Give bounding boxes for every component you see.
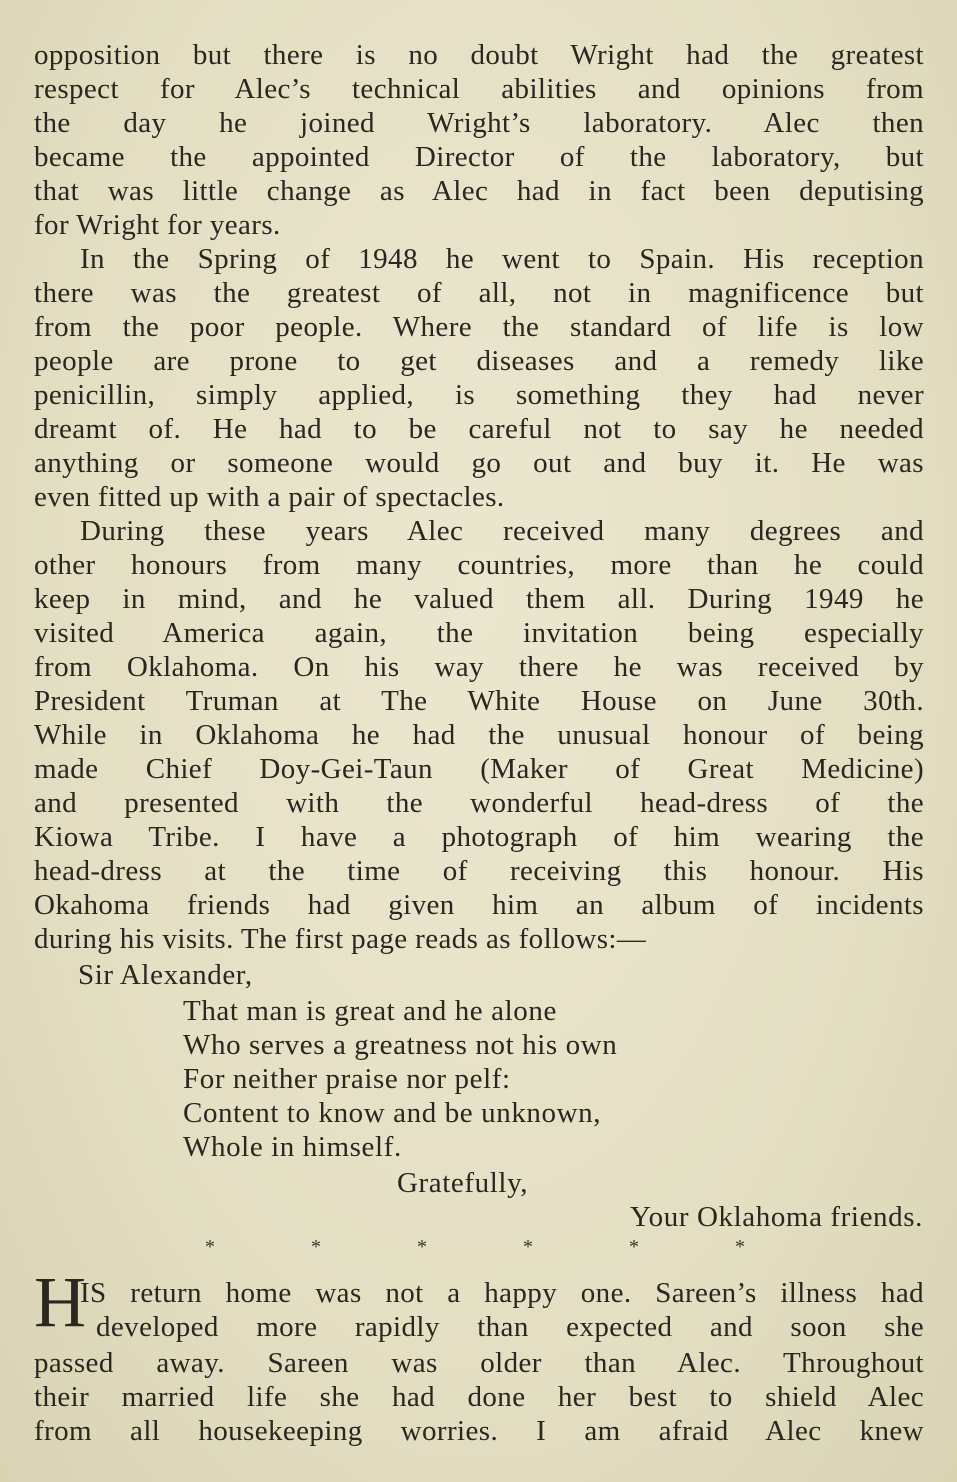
asterisk-ornament: * (205, 1236, 215, 1258)
text-line: and presented with the wonderful head-dress of the (34, 787, 924, 819)
text-line: Kiowa Tribe. I have a photograph of him wearing the (34, 821, 924, 853)
text-line: the day he joined Wright’s laboratory. Alec then (34, 107, 924, 139)
text-line: IS return home was not a happy one. Sareen’s illness had (80, 1277, 924, 1309)
text-line: President Truman at The White House on June 30th. (34, 685, 924, 717)
text-line: While in Oklahoma he had the unusual honour of being (34, 719, 924, 751)
text-line: dreamt of. He had to be careful not to say he needed (34, 413, 924, 445)
text-line: During these years Alec received many degrees and (80, 515, 924, 547)
text-line: other honours from many countries, more than he could (34, 549, 924, 581)
verse-line: Whole in himself. (183, 1131, 402, 1163)
text-line: In the Spring of 1948 he went to Spain. His reception (80, 243, 924, 275)
text-line: people are prone to get diseases and a remedy like (34, 345, 924, 377)
text-line: their married life she had done her best to shield Alec (34, 1381, 924, 1413)
asterisk-ornament: * (417, 1236, 427, 1258)
text-line: passed away. Sareen was older than Alec. Throughout (34, 1347, 924, 1379)
text-line: from Oklahoma. On his way there he was received by (34, 651, 924, 683)
asterisk-ornament: * (523, 1236, 533, 1258)
section-separator (205, 1236, 745, 1259)
text-line: respect for Alec’s technical abilities and opinions from (34, 73, 924, 105)
text-line: from the poor people. Where the standard of life is low (34, 311, 924, 343)
verse-line: Who serves a greatness not his own (183, 1029, 618, 1061)
text-line: for Wright for years. (34, 209, 281, 241)
text-line: anything or someone would go out and buy it. He was (34, 447, 924, 479)
text-line: visited America again, the invitation being especially (34, 617, 924, 649)
text-line: made Chief Doy-Gei-Taun (Maker of Great Medicine) (34, 753, 924, 785)
asterisk-ornament: * (735, 1236, 745, 1258)
text-line: opposition but there is no doubt Wright had the greatest (34, 39, 924, 71)
text-line: that was little change as Alec had in fact been deputising (34, 175, 924, 207)
asterisk-ornament: * (629, 1236, 639, 1258)
letter-closing: Gratefully, (397, 1167, 529, 1199)
verse-line: For neither praise nor pelf: (183, 1063, 511, 1095)
text-line: keep in mind, and he valued them all. During 1949 he (34, 583, 924, 615)
verse-line: Content to know and be unknown, (183, 1097, 602, 1129)
text-line: from all housekeeping worries. I am afraid Alec knew (34, 1415, 924, 1447)
letter-salutation: Sir Alexander, (78, 959, 253, 991)
text-line: developed more rapidly than expected and soon she (96, 1311, 924, 1343)
text-line: during his visits. The first page reads as follows:— (34, 923, 647, 955)
verse-line: That man is great and he alone (183, 995, 557, 1027)
asterisk-ornament: * (311, 1236, 321, 1258)
text-line: there was the greatest of all, not in magnificence but (34, 277, 924, 309)
text-line: penicillin, simply applied, is something they had never (34, 379, 924, 411)
letter-signature: Your Oklahoma friends. (630, 1201, 923, 1233)
text-line: head-dress at the time of receiving this honour. His (34, 855, 924, 887)
drop-cap: H (34, 1262, 86, 1342)
text-line: became the appointed Director of the laboratory, but (34, 141, 924, 173)
text-line: even fitted up with a pair of spectacles. (34, 481, 505, 513)
text-line: Okahoma friends had given him an album of incidents (34, 889, 924, 921)
